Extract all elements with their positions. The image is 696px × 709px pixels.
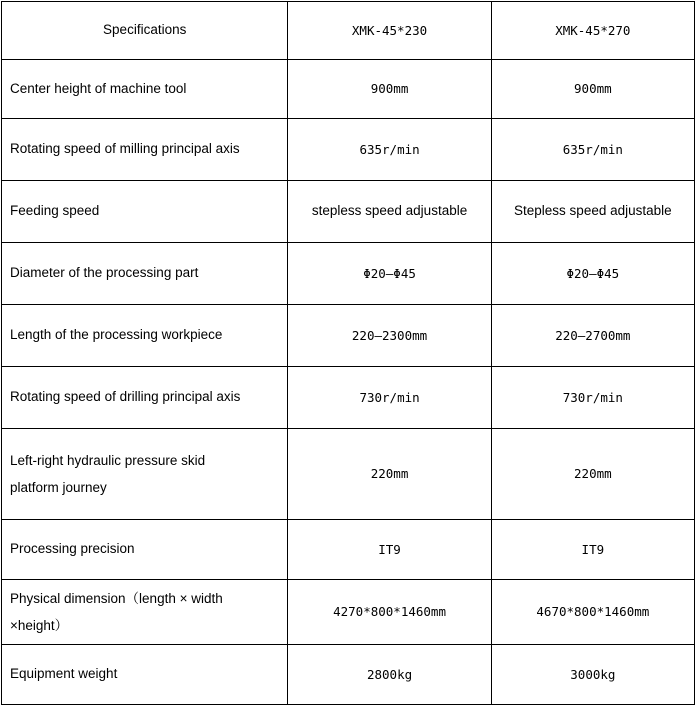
row-label: Processing precision [2, 520, 288, 580]
row-label: Rotating speed of milling principal axis [2, 119, 288, 181]
row-label: Center height of machine tool [2, 60, 288, 119]
row-value-a: 220—2300mm [288, 305, 491, 367]
column-header-specifications: Specifications [2, 2, 288, 60]
row-label: Rotating speed of drilling principal axis [2, 367, 288, 429]
table-row [2, 60, 695, 119]
table-row [2, 645, 695, 705]
row-value-a: 730r/min [288, 367, 491, 429]
row-value-a: 635r/min [288, 119, 491, 181]
row-value-a: IT9 [288, 520, 491, 580]
row-value-b: 900mm [491, 60, 694, 119]
row-value-b: 635r/min [491, 119, 694, 181]
table-row [2, 181, 695, 243]
row-label: Length of the processing workpiece [2, 305, 288, 367]
row-value-a: 2800kg [288, 645, 491, 705]
row-value-b: 220mm [491, 429, 694, 520]
row-value-a: 4270*800*1460mm [288, 580, 491, 645]
table-row [2, 429, 695, 520]
table-row [2, 119, 695, 181]
column-header-model-b: XMK-45*270 [491, 2, 694, 60]
row-value-b: 4670*800*1460mm [491, 580, 694, 645]
row-label-line2: platform journey [10, 480, 107, 495]
row-value-a: Φ20—Φ45 [288, 243, 491, 305]
row-value-b: Stepless speed adjustable [491, 181, 694, 243]
row-label: Equipment weight [2, 645, 288, 705]
row-label-line1: Left-right hydraulic pressure skid [10, 453, 206, 468]
specifications-table [1, 1, 695, 705]
row-value-b: Φ20—Φ45 [491, 243, 694, 305]
row-label [2, 429, 288, 520]
row-value-b: 220—2700mm [491, 305, 694, 367]
column-header-model-a: XMK-45*230 [288, 2, 491, 60]
row-value-a: 220mm [288, 429, 491, 520]
row-value-b: 730r/min [491, 367, 694, 429]
row-label [2, 580, 288, 645]
row-label: Feeding speed [2, 181, 288, 243]
row-value-b: 3000kg [491, 645, 694, 705]
table-row [2, 243, 695, 305]
table-row [2, 305, 695, 367]
row-label: Diameter of the processing part [2, 243, 288, 305]
row-value-a: 900mm [288, 60, 491, 119]
table-row [2, 580, 695, 645]
row-value-a: stepless speed adjustable [288, 181, 491, 243]
table-row [2, 367, 695, 429]
table-row [2, 520, 695, 580]
row-label-line2: ×height） [10, 618, 69, 633]
row-label-line1: Physical dimension（length × width [10, 591, 223, 606]
row-value-b: IT9 [491, 520, 694, 580]
table-header-row [2, 2, 695, 60]
